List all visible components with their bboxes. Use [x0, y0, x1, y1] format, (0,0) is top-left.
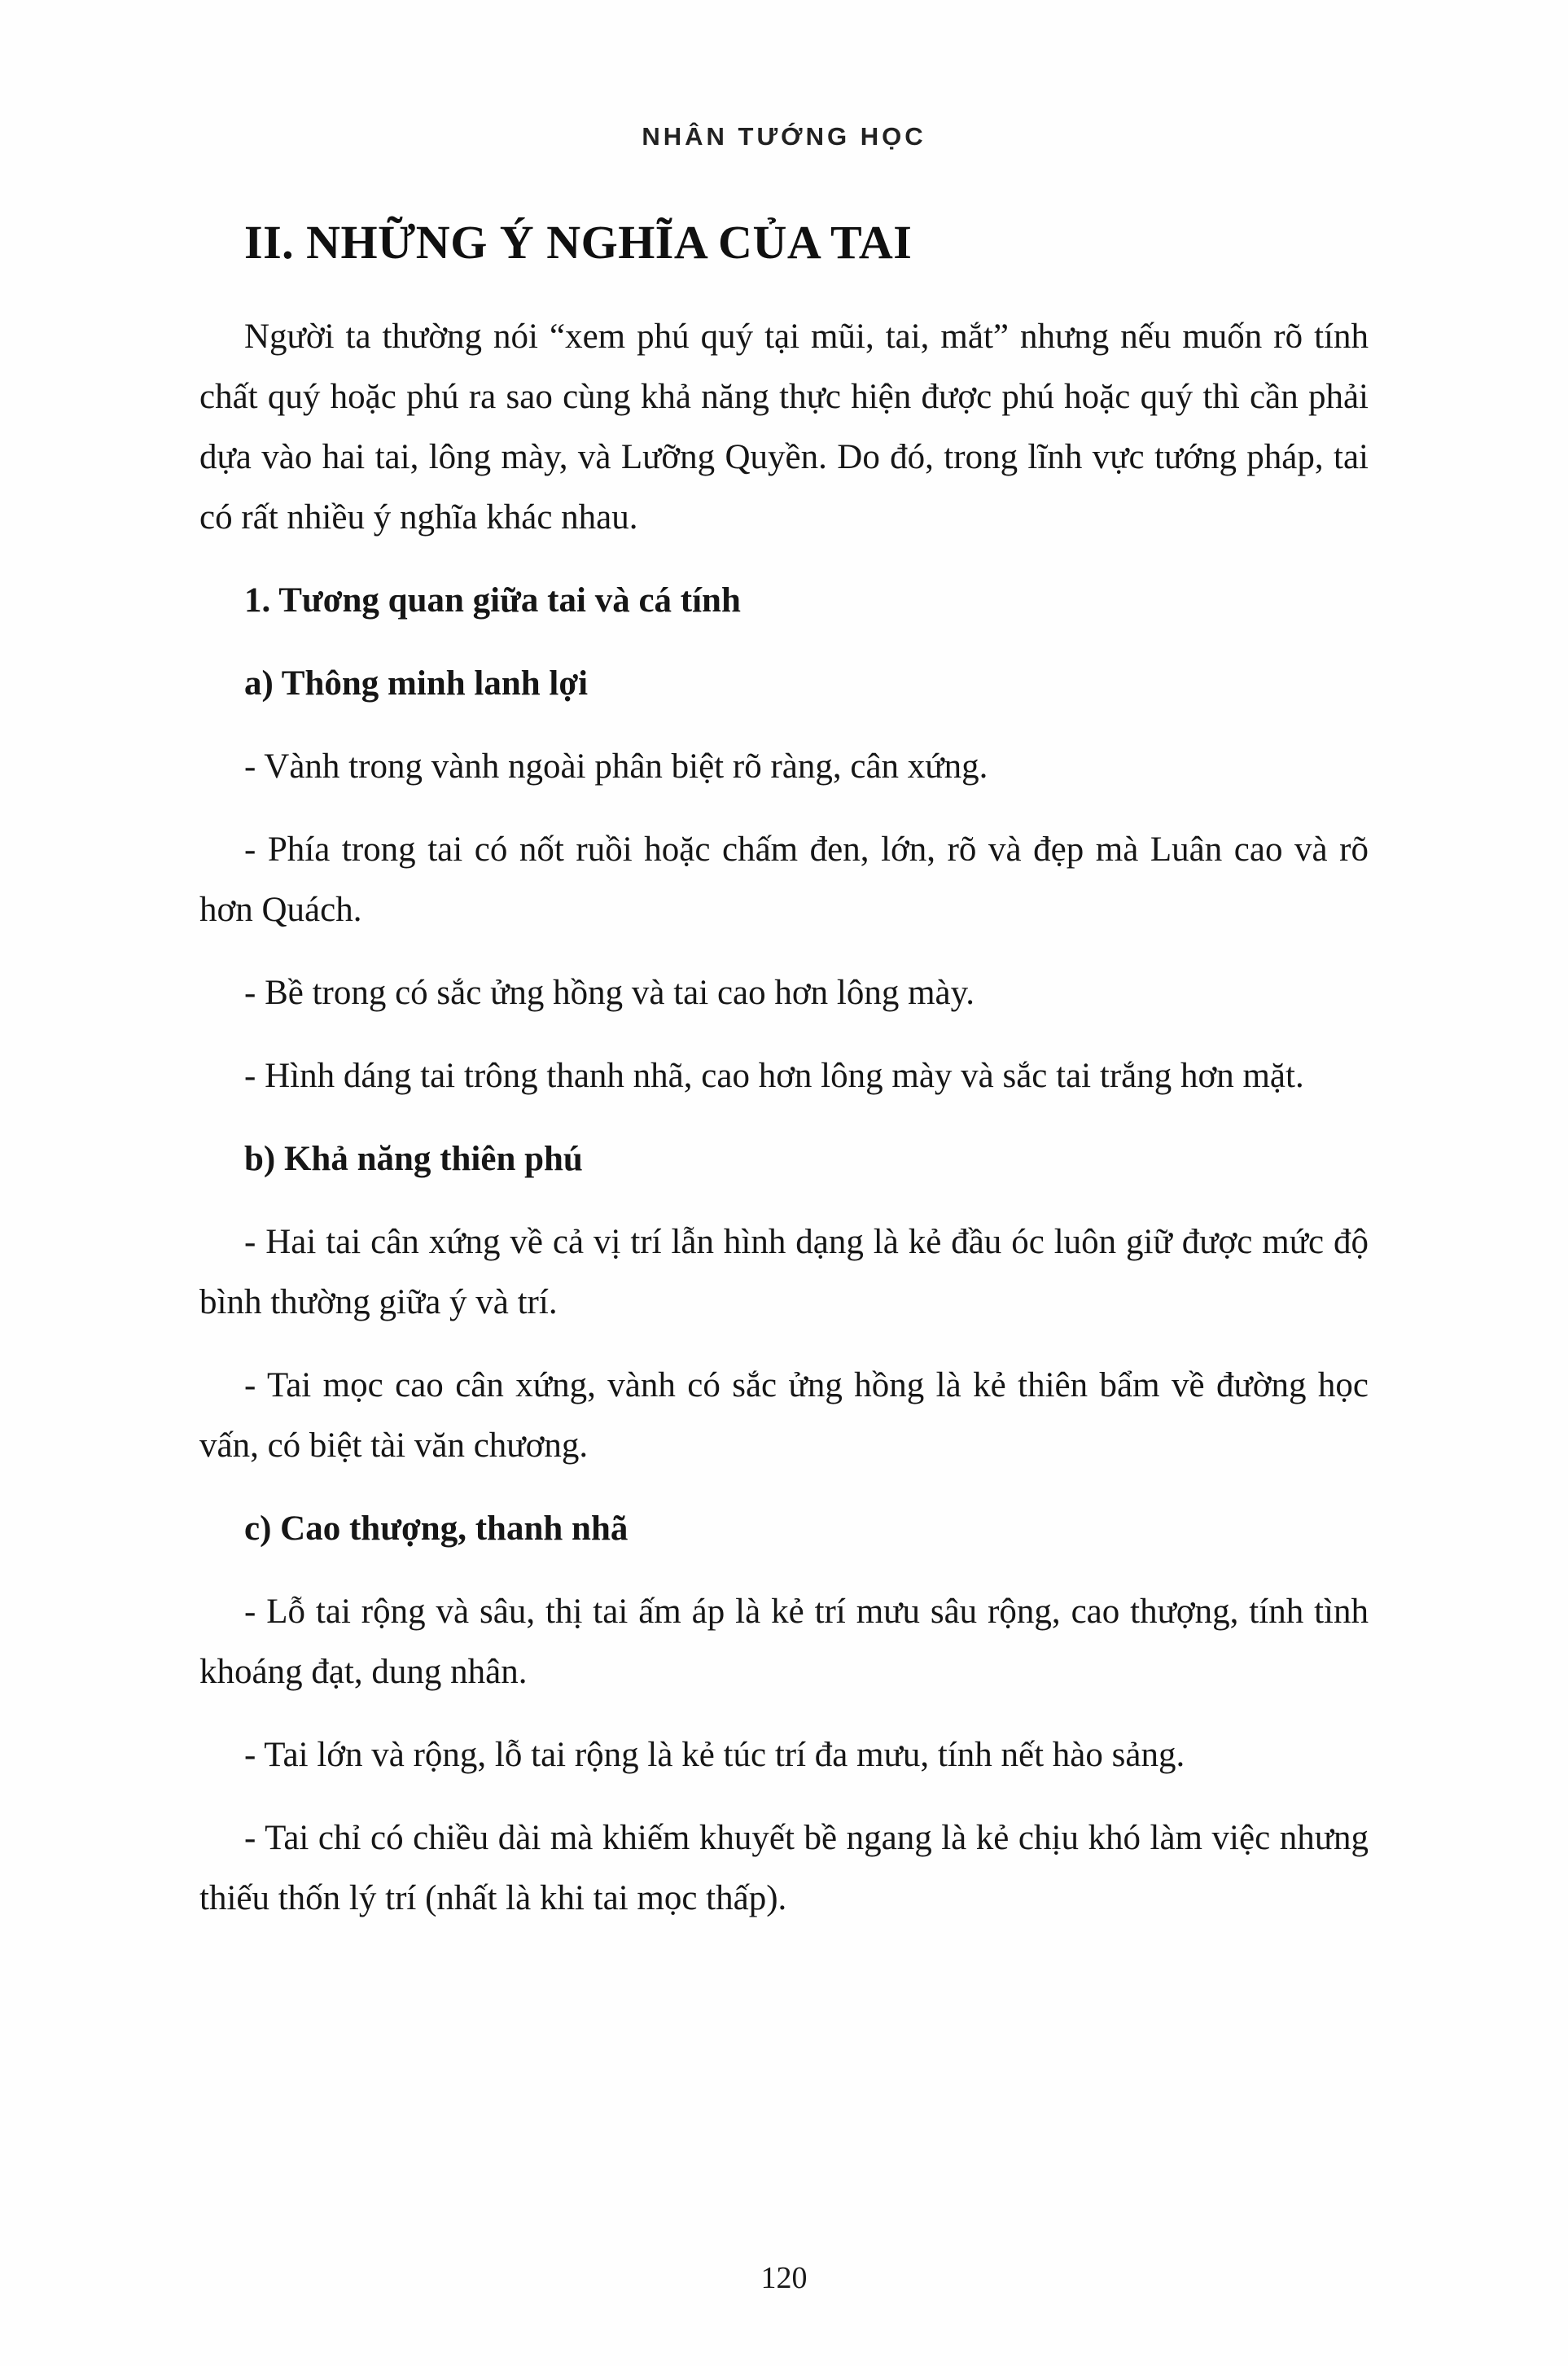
bullet-paragraph: - Bề trong có sắc ửng hồng và tai cao hơn lông mày. — [244, 974, 975, 1012]
subsection-heading-b: b) Khả năng thiên phú — [244, 1140, 583, 1178]
running-header: NHÂN TƯỚNG HỌC — [642, 122, 926, 151]
bullet-paragraph: - Vành trong vành ngoài phân biệt rõ ràng, cân xứng. — [244, 747, 988, 786]
subsection-heading-a: a) Thông minh lanh lợi — [244, 664, 589, 703]
bullet-paragraph: - Lỗ tai rộng và sâu, thị tai ấm áp là kẻ trí mưu sâu rộng, cao thượng, tính tình khoáng đạt, dung nhân. — [199, 1593, 1369, 1691]
chapter-title: II. NHỮNG Ý NGHĨA CỦA TAI — [244, 216, 913, 269]
subsection-heading-c: c) Cao thượng, thanh nhã — [244, 1509, 629, 1548]
bullet-paragraph: - Tai chỉ có chiều dài mà khiếm khuyết bề ngang là kẻ chịu khó làm việc nhưng thiếu thốn lý trí (nhất là khi tai mọc thấp). — [199, 1819, 1369, 1917]
page-number: 120 — [760, 2261, 808, 2295]
section-heading-1: 1. Tương quan giữa tai và cá tính — [244, 581, 741, 620]
bullet-paragraph: - Phía trong tai có nốt ruồi hoặc chấm đen, lớn, rõ và đẹp mà Luân cao và rõ hơn Quách. — [199, 830, 1369, 929]
bullet-paragraph: - Hình dáng tai trông thanh nhã, cao hơn lông mày và sắc tai trắng hơn mặt. — [244, 1057, 1304, 1095]
bullet-paragraph: - Tai mọc cao cân xứng, vành có sắc ửng hồng là kẻ thiên bẩm về đường học vấn, có biệt tài văn chương. — [199, 1366, 1369, 1465]
page-body — [199, 307, 1369, 1929]
bullet-paragraph: - Hai tai cân xứng về cả vị trí lẫn hình dạng là kẻ đầu óc luôn giữ được mức độ bình thường giữa ý và trí. — [199, 1223, 1369, 1321]
intro-paragraph: Người ta thường nói “xem phú quý tại mũi, tai, mắt” nhưng nếu muốn rõ tính chất quý hoặc phú ra sao cùng khả năng thực hiện được phú hoặc quý thì cần phải dựa vào hai tai, lông mày, và Lưỡng Quyền. Do đó, trong lĩnh vực tướng pháp, tai có rất nhiều ý nghĩa khác nhau. — [199, 318, 1369, 537]
bullet-paragraph: - Tai lớn và rộng, lỗ tai rộng là kẻ túc trí đa mưu, tính nết hào sảng. — [244, 1736, 1185, 1774]
